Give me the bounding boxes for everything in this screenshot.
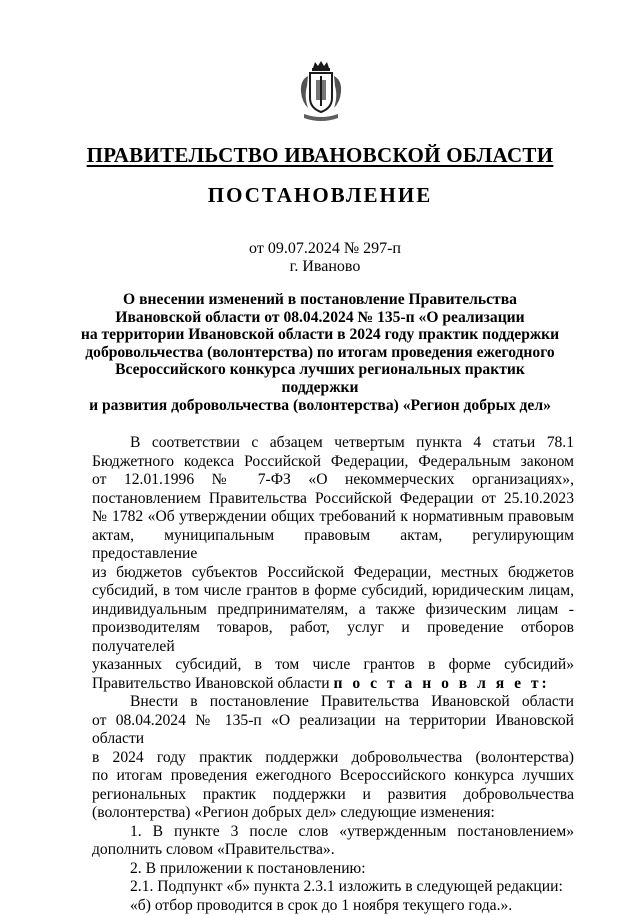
text-line: из бюджетов субъектов Российской Федерации, местных бюджетов	[92, 564, 574, 583]
text-line: производителям товаров, работ, услуг и проведение отборов получателей	[92, 619, 574, 656]
text-line: 1. В пункте 3 после слов «утвержденным постановлением»	[92, 823, 574, 842]
document-subject	[80, 291, 560, 414]
text-line: (волонтерства) «Регион добрых дел» следующие изменения:	[92, 804, 574, 823]
coat-of-arms-icon	[296, 60, 346, 124]
subject-line: Ивановской области от 08.04.2024 № 135-п «О реализации	[80, 309, 560, 327]
paragraph-preamble	[92, 434, 574, 693]
text-line: по итогам проведения ежегодного Всероссийского конкурса лучших	[92, 767, 574, 786]
subject-line: и развития добровольчества (волонтерства) «Регион добрых дел»	[80, 397, 560, 415]
text-line: от 08.04.2024 № 135-п «О реализации на территории Ивановской области	[92, 712, 574, 749]
text-line	[92, 675, 574, 694]
item-1	[92, 823, 574, 860]
subject-line: добровольчества (волонтерства) по итогам проведения ежегодного	[80, 344, 560, 362]
date-number: от 09.07.2024 № 297-п	[0, 240, 640, 258]
text-line: региональных практик поддержки и развития добровольчества	[92, 786, 574, 805]
text-line: субсидий, в том числе грантов в форме субсидий, юридическим лицам,	[92, 582, 574, 601]
text-line: актам, муниципальным правовым актам, регулирующим предоставление	[92, 527, 574, 564]
document-meta	[0, 240, 640, 276]
closing-text: Правительство Ивановской области	[92, 675, 330, 692]
paragraph-amendment	[92, 693, 574, 823]
item-2-1-text: «б) отбор проводится в срок до 1 ноября текущего года.».	[92, 897, 574, 915]
subject-line: Всероссийского конкурса лучших региональных практик поддержки	[80, 361, 560, 396]
text-line: указанных субсидий, в том числе грантов в форме субсидий»	[92, 656, 574, 675]
text-line: № 1782 «Об утверждении общих требований к нормативным правовым	[92, 508, 574, 527]
text-line: дополнить словом «Правительства».	[92, 841, 574, 860]
subject-line: О внесении изменений в постановление Правительства	[80, 291, 560, 309]
text-line: индивидуальным предпринимателям, а также физическим лицам -	[92, 601, 574, 620]
text-line: Бюджетного кодекса Российской Федерации, Федеральным законом	[92, 453, 574, 472]
document-type: ПОСТАНОВЛЕНИЕ	[0, 183, 640, 208]
government-name: ПРАВИТЕЛЬСТВО ИВАНОВСКОЙ ОБЛАСТИ	[0, 143, 640, 168]
text-line: от 12.01.1996 № 7-ФЗ «О некоммерческих организациях»,	[92, 471, 574, 490]
subject-line: на территории Ивановской области в 2024 году практик поддержки	[80, 326, 560, 344]
city: г. Иваново	[0, 258, 640, 276]
document-body	[92, 434, 574, 915]
resolves-text: п о с т а н о в л я е т:	[334, 675, 550, 692]
item-2-1: 2.1. Подпункт «б» пункта 2.3.1 изложить в следующей редакции:	[92, 878, 574, 897]
text-line: постановлением Правительства Российской Федерации от 25.10.2023	[92, 490, 574, 509]
text-line: В соответствии с абзацем четвертым пункта 4 статьи 78.1	[92, 434, 574, 453]
item-2: 2. В приложении к постановлению:	[92, 860, 574, 879]
text-line: в 2024 году практик поддержки добровольчества (волонтерства)	[92, 749, 574, 768]
text-line: Внести в постановление Правительства Ивановской области	[92, 693, 574, 712]
